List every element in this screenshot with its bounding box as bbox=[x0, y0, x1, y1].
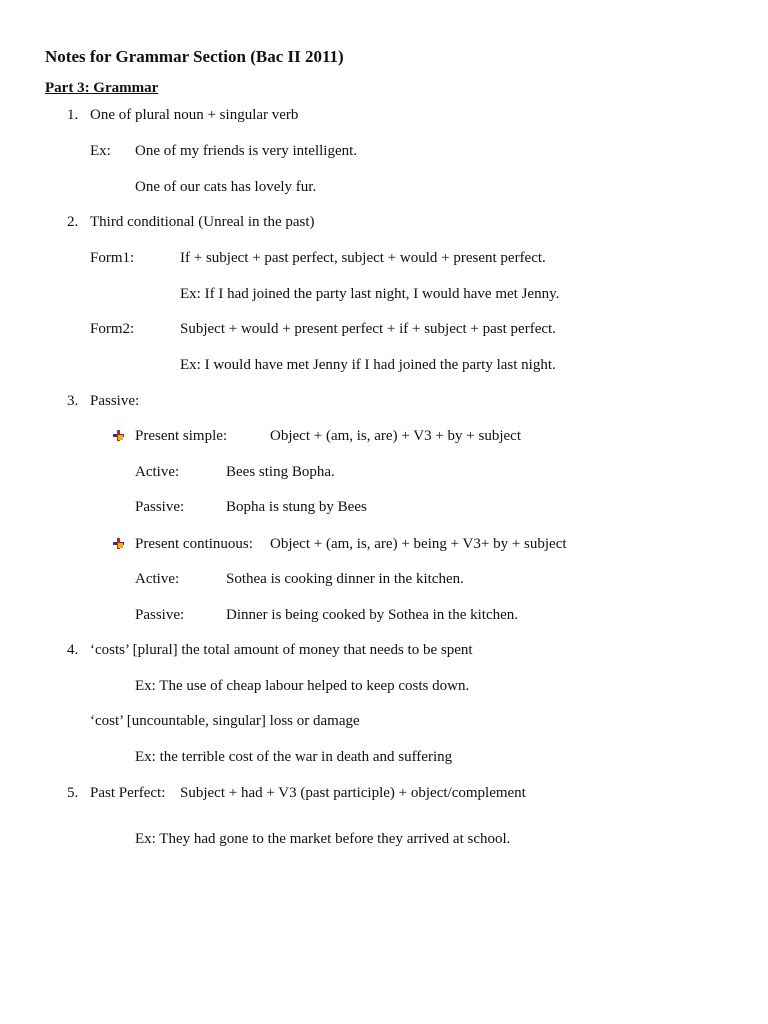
voice-label: Active: bbox=[135, 464, 180, 480]
voice-example: Bopha is stung by Bees bbox=[226, 499, 367, 515]
form-text: If + subject + past perfect, subject + would + present perfect. bbox=[180, 250, 546, 266]
bullet-icon bbox=[113, 538, 124, 549]
example-text: Ex: If I had joined the party last night, I would have met Jenny. bbox=[180, 286, 560, 302]
form-label: Form2: bbox=[90, 321, 135, 337]
section-heading: Third conditional (Unreal in the past) bbox=[90, 214, 315, 230]
doc-title: Notes for Grammar Section (Bac II 2011) bbox=[45, 47, 344, 66]
example-text: Ex: The use of cheap labour helped to keep costs down. bbox=[135, 678, 470, 694]
item-number: 4. bbox=[67, 642, 79, 658]
example-text: Ex: the terrible cost of the war in death and suffering bbox=[135, 749, 453, 765]
section-heading: Passive: bbox=[90, 393, 140, 409]
tense-label: Present continuous: bbox=[135, 536, 253, 552]
voice-label: Active: bbox=[135, 571, 180, 587]
tense-label: Past Perfect: bbox=[90, 785, 166, 801]
voice-label: Passive: bbox=[135, 607, 185, 623]
item-number: 5. bbox=[67, 785, 79, 801]
section-heading: One of plural noun + singular verb bbox=[90, 107, 299, 123]
voice-example: Sothea is cooking dinner in the kitchen. bbox=[226, 571, 464, 587]
tense-formula: Object + (am, is, are) + being + V3+ by + subject bbox=[270, 536, 567, 552]
tense-formula: Subject + had + V3 (past participle) + object/complement bbox=[180, 785, 526, 801]
definition-text: ‘cost’ [uncountable, singular] loss or damage bbox=[90, 713, 360, 729]
tense-formula: Object + (am, is, are) + V3 + by + subject bbox=[270, 428, 522, 444]
example-text: Ex: They had gone to the market before they arrived at school. bbox=[135, 831, 511, 847]
item-number: 3. bbox=[67, 393, 79, 409]
example-label: Ex: bbox=[90, 143, 111, 159]
voice-label: Passive: bbox=[135, 499, 185, 515]
item-number: 1. bbox=[67, 107, 79, 123]
item-number: 2. bbox=[67, 214, 79, 230]
example-text: One of our cats has lovely fur. bbox=[135, 179, 317, 195]
example-text: One of my friends is very intelligent. bbox=[135, 143, 358, 159]
example-text: Ex: I would have met Jenny if I had joined the party last night. bbox=[180, 357, 556, 373]
form-label: Form1: bbox=[90, 250, 135, 266]
tense-label: Present simple: bbox=[135, 428, 228, 444]
bullet-icon bbox=[113, 430, 124, 441]
form-text: Subject + would + present perfect + if + subject + past perfect. bbox=[180, 321, 556, 337]
voice-example: Dinner is being cooked by Sothea in the kitchen. bbox=[226, 607, 519, 623]
definition-text: ‘costs’ [plural] the total amount of money that needs to be spent bbox=[90, 642, 473, 658]
voice-example: Bees sting Bopha. bbox=[226, 464, 335, 480]
part-heading: Part 3: Grammar bbox=[45, 80, 159, 96]
